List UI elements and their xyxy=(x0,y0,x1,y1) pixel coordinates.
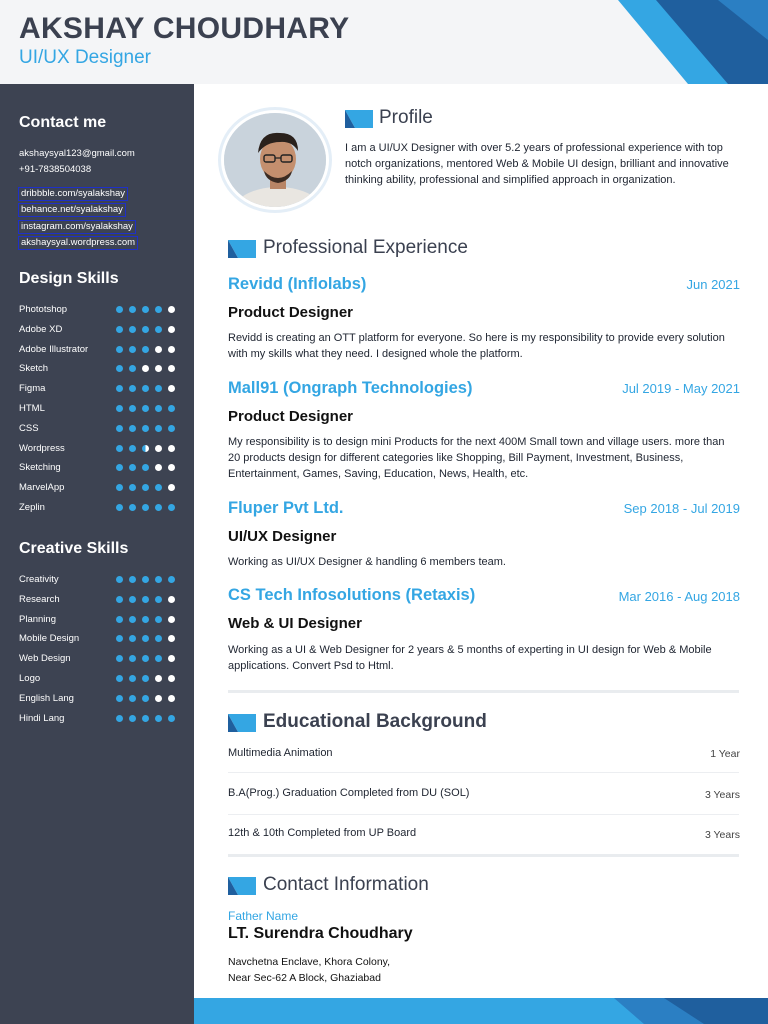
rating-dot xyxy=(142,365,149,372)
behance-link[interactable]: behance.net/syalakshay xyxy=(18,203,126,217)
rating-dot xyxy=(168,655,175,662)
contact-info-title: Contact Information xyxy=(263,874,429,895)
rating-dot xyxy=(129,616,136,623)
rating-dot xyxy=(129,695,136,702)
skill-label: Web Design xyxy=(19,653,71,665)
skill-label: Hindi Lang xyxy=(19,712,65,724)
rating-dot xyxy=(116,445,123,452)
instagram-link[interactable]: instagram.com/syalakshay xyxy=(18,220,136,234)
rating-dot xyxy=(129,715,136,722)
rating-dot xyxy=(142,306,149,313)
skill-row xyxy=(19,692,179,706)
skill-row xyxy=(19,573,179,587)
experience-title: Professional Experience xyxy=(263,237,468,258)
rating-dot xyxy=(142,596,149,603)
dribbble-link[interactable]: dribbble.com/syalakshay xyxy=(18,187,128,201)
skill-row xyxy=(19,402,179,416)
education-degree: Multimedia Animation xyxy=(228,747,333,759)
rating-dot xyxy=(155,484,162,491)
job-position: Web & UI Designer xyxy=(228,615,362,632)
rating-dot xyxy=(116,405,123,412)
rating-dot xyxy=(155,385,162,392)
rating-dot xyxy=(142,675,149,682)
skill-row xyxy=(19,501,179,515)
rating-dot xyxy=(129,326,136,333)
skill-row xyxy=(19,343,179,357)
father-name-label: Father Name xyxy=(228,909,299,923)
skill-label: MarvelApp xyxy=(19,482,65,494)
job-period: Jul 2019 - May 2021 xyxy=(622,381,740,396)
job-company: CS Tech Infosolutions (Retaxis) xyxy=(228,586,476,604)
rating-dot xyxy=(155,596,162,603)
rating-dot xyxy=(129,675,136,682)
rating-dot xyxy=(168,425,175,432)
rating-dot xyxy=(168,346,175,353)
rating-dot xyxy=(129,635,136,642)
rating-dot xyxy=(155,445,162,452)
contact-info-section-icon xyxy=(228,877,256,895)
skill-row xyxy=(19,632,179,646)
creative-skills-heading: Creative Skills xyxy=(19,540,129,557)
skill-label: Research xyxy=(19,593,60,605)
job-description: My responsibility is to design mini Products for the next 400M Small town and village users. more than 20 products design for different categories like Shopping, Bill Payment, Investment, Business, Entertainment, Games, Saving, Education, News, Health, etc. xyxy=(228,436,725,480)
rating-dot xyxy=(116,715,123,722)
contact-heading: Contact me xyxy=(19,114,107,131)
rating-dot xyxy=(129,504,136,511)
education-title: Educational Background xyxy=(263,711,487,732)
education-duration: 3 Years xyxy=(704,829,740,841)
sidebar xyxy=(0,84,194,1024)
rating-dot xyxy=(155,635,162,642)
skill-label: Adobe Illustrator xyxy=(19,343,89,355)
skill-row xyxy=(19,672,179,686)
skill-row xyxy=(19,652,179,666)
rating-dot xyxy=(155,695,162,702)
rating-dot xyxy=(129,365,136,372)
rating-dot xyxy=(155,346,162,353)
skill-label: Creativity xyxy=(19,574,59,585)
rating-dot xyxy=(155,576,162,583)
candidate-role: UI/UX Designer xyxy=(19,47,151,68)
rating-dot xyxy=(142,655,149,662)
wordpress-link[interactable]: akshaysyal.wordpress.com xyxy=(18,236,138,250)
job-period: Mar 2016 - Aug 2018 xyxy=(618,589,740,604)
rating-dot xyxy=(168,405,175,412)
experience-section-icon xyxy=(228,240,256,258)
rating-dot xyxy=(168,635,175,642)
skill-row xyxy=(19,712,179,726)
rating-dot xyxy=(116,484,123,491)
rating-dot xyxy=(155,616,162,623)
education-degree: 12th & 10th Completed from UP Board xyxy=(228,827,417,839)
skill-row xyxy=(19,303,179,317)
rating-dot xyxy=(129,655,136,662)
education-separator xyxy=(228,772,739,773)
rating-dot xyxy=(116,675,123,682)
rating-dot xyxy=(155,675,162,682)
section-divider xyxy=(228,690,739,693)
rating-dot xyxy=(168,715,175,722)
avatar-illustration xyxy=(224,113,329,210)
rating-dot xyxy=(129,596,136,603)
skill-label: Zeplin xyxy=(19,502,45,513)
job-company: Mall91 (Ongraph Technologies) xyxy=(228,379,473,397)
rating-dot xyxy=(142,715,149,722)
skill-label: Mobile Design xyxy=(19,633,80,645)
rating-dot xyxy=(116,306,123,313)
rating-dot xyxy=(168,484,175,491)
education-degree: B.A(Prog.) Graduation Completed from DU (SOL) xyxy=(228,787,470,799)
rating-dot xyxy=(116,464,123,471)
rating-dot xyxy=(142,385,149,392)
rating-dot xyxy=(142,576,149,583)
job-company: Fluper Pvt Ltd. xyxy=(228,499,344,517)
job-position: Product Designer xyxy=(228,304,354,321)
skill-row xyxy=(19,613,179,627)
rating-dot xyxy=(142,464,149,471)
rating-dot xyxy=(116,695,123,702)
rating-dot xyxy=(116,365,123,372)
rating-dot xyxy=(168,695,175,702)
rating-dot xyxy=(116,616,123,623)
rating-dot xyxy=(116,576,123,583)
job-company: Revidd (Inflolabs) xyxy=(228,275,367,293)
skill-label: Phototshop xyxy=(19,304,68,315)
father-name: LT. Surendra Choudhary xyxy=(228,925,413,942)
rating-dot xyxy=(168,385,175,392)
profile-section-icon xyxy=(345,110,373,128)
job-period: Jun 2021 xyxy=(686,277,740,292)
section-divider xyxy=(228,854,739,857)
rating-dot xyxy=(168,445,175,452)
rating-dot xyxy=(116,655,123,662)
rating-dot xyxy=(142,425,149,432)
address-line-1: Navchetna Enclave, Khora Colony, xyxy=(228,956,391,968)
rating-dot xyxy=(168,596,175,603)
design-skills-heading: Design Skills xyxy=(19,270,119,287)
rating-dot xyxy=(168,365,175,372)
skill-row xyxy=(19,323,179,337)
profile-photo xyxy=(221,110,329,210)
skill-label: Wordpress xyxy=(19,442,65,454)
rating-dot xyxy=(168,326,175,333)
email-text: akshaysyal123@gmail.com xyxy=(19,148,135,159)
rating-dot xyxy=(129,306,136,313)
address-line-2: Near Sec-62 A Block, Ghaziabad xyxy=(228,972,381,984)
rating-dot xyxy=(116,425,123,432)
skill-label: HTML xyxy=(19,403,45,414)
skill-row xyxy=(19,442,179,456)
rating-dot xyxy=(168,616,175,623)
rating-dot xyxy=(142,405,149,412)
rating-dot xyxy=(155,326,162,333)
rating-dot xyxy=(155,504,162,511)
phone-text: +91-7838504038 xyxy=(19,164,92,175)
rating-dot xyxy=(129,385,136,392)
rating-dot xyxy=(142,635,149,642)
candidate-name: AKSHAY CHOUDHARY xyxy=(19,12,350,45)
education-section-icon xyxy=(228,714,256,732)
education-duration: 3 Years xyxy=(704,789,740,801)
footer-decoration xyxy=(194,998,768,1024)
skill-row xyxy=(19,382,179,396)
skill-label: Sketch xyxy=(19,363,49,375)
rating-dot xyxy=(129,346,136,353)
job-description: Working as UI/UX Designer & handling 6 members team. xyxy=(228,556,506,568)
rating-dot xyxy=(155,464,162,471)
rating-dot xyxy=(142,616,149,623)
rating-dot xyxy=(168,306,175,313)
rating-dot xyxy=(116,504,123,511)
rating-dot xyxy=(116,385,123,392)
rating-dot xyxy=(142,484,149,491)
rating-dot xyxy=(129,484,136,491)
rating-dot xyxy=(155,306,162,313)
rating-dot xyxy=(129,425,136,432)
skill-label: English Lang xyxy=(19,692,74,704)
rating-dot xyxy=(142,346,149,353)
rating-dot xyxy=(116,596,123,603)
skill-label: Sketching xyxy=(19,462,61,474)
job-period: Sep 2018 - Jul 2019 xyxy=(623,501,740,516)
rating-dot xyxy=(168,464,175,471)
skill-row xyxy=(19,461,179,475)
rating-dot xyxy=(129,405,136,412)
skill-row xyxy=(19,422,179,436)
education-duration: 1 Year xyxy=(710,748,740,760)
rating-dot xyxy=(155,405,162,412)
rating-dot xyxy=(129,464,136,471)
header xyxy=(0,0,768,84)
rating-dot xyxy=(116,326,123,333)
rating-dot xyxy=(116,346,123,353)
skill-row xyxy=(19,362,179,376)
rating-dot xyxy=(155,425,162,432)
rating-dot xyxy=(116,635,123,642)
rating-dot xyxy=(155,655,162,662)
rating-dot xyxy=(129,445,136,452)
profile-title: Profile xyxy=(379,107,433,128)
skill-label: Figma xyxy=(19,383,46,395)
rating-dot xyxy=(142,695,149,702)
skill-row xyxy=(19,481,179,495)
rating-dot xyxy=(155,365,162,372)
skill-label: Planning xyxy=(19,613,56,625)
skill-label: Logo xyxy=(19,673,41,684)
rating-dot xyxy=(129,576,136,583)
job-description: Revidd is creating an OTT platform for everyone. So here is my responsibility to provide every solution with my skills what they need. I designed whole the platform. xyxy=(228,332,725,360)
job-position: Product Designer xyxy=(228,408,354,425)
skill-label: Adobe XD xyxy=(19,323,63,335)
rating-dot xyxy=(155,715,162,722)
rating-dot xyxy=(168,504,175,511)
education-separator xyxy=(228,814,739,815)
job-position: UI/UX Designer xyxy=(228,528,337,545)
rating-dot xyxy=(142,326,149,333)
rating-dot xyxy=(142,445,149,452)
rating-dot xyxy=(168,576,175,583)
rating-dot xyxy=(142,504,149,511)
skill-row xyxy=(19,593,179,607)
profile-text: I am a UI/UX Designer with over 5.2 years of professional experience with top notch organizations, mentored Web & Mobile UI design, brilliant and innovative thinking ability, professional and simplified approach in organization. xyxy=(345,142,729,186)
header-corner-decoration xyxy=(618,0,768,84)
job-description: Working as a UI & Web Designer for 2 years & 5 months of experting in UI design for Web & Mobile applications. Convert Psd to Html. xyxy=(228,644,712,672)
skill-label: CSS xyxy=(19,422,39,434)
rating-dot xyxy=(168,675,175,682)
